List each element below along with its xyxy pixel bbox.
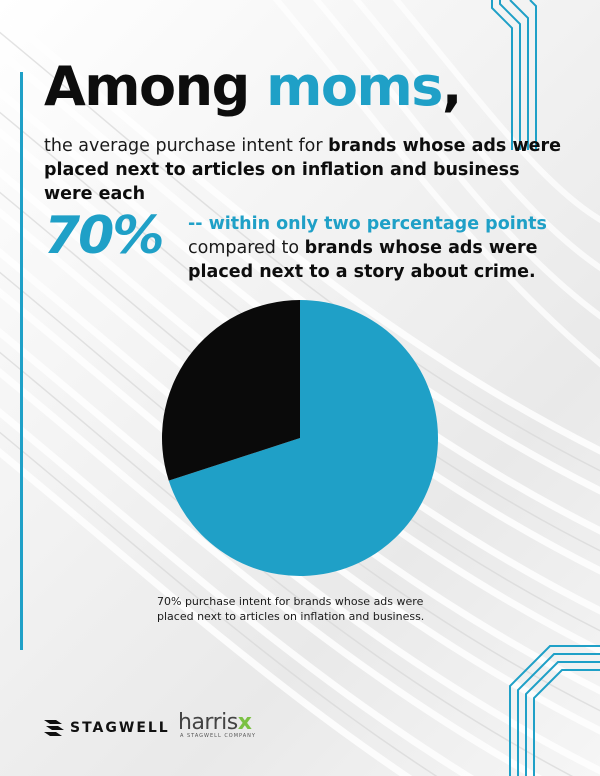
stat-plain: compared to — [188, 238, 305, 258]
harrisx-logo-x: x — [237, 710, 252, 735]
intro-plain: the average purchase intent for — [44, 136, 329, 156]
stagwell-logo-text: STAGWELL — [70, 720, 170, 736]
harrisx-logo-subtitle: A STAGWELL COMPANY — [180, 733, 256, 739]
stagwell-logo-icon — [42, 714, 66, 738]
chart-caption: 70% purchase intent for brands whose ads were placed next to articles on inflation and business. — [157, 595, 425, 623]
pie-chart — [160, 298, 440, 578]
stat-highlight: -- within only two percentage points — [188, 214, 547, 234]
headline-word-among: Among — [44, 55, 249, 118]
headline-comma: , — [441, 55, 461, 118]
harrisx-logo-harris: harris — [178, 710, 238, 735]
intro-text — [44, 134, 564, 206]
accent-vertical-line — [20, 72, 23, 650]
headline-word-moms: moms — [266, 55, 442, 118]
stat-bold: brands whose ads were placed next to a story about crime. — [188, 238, 538, 282]
harrisx-logo — [178, 710, 256, 739]
stat-comparison — [188, 212, 568, 284]
corner-lines-bottom — [470, 640, 600, 776]
corner-lines-top — [490, 0, 600, 150]
headline — [44, 55, 461, 118]
intro-bold: brands whose ads were placed next to articles on inflation and business were each — [44, 136, 561, 204]
stat-value: 70% — [44, 206, 163, 266]
